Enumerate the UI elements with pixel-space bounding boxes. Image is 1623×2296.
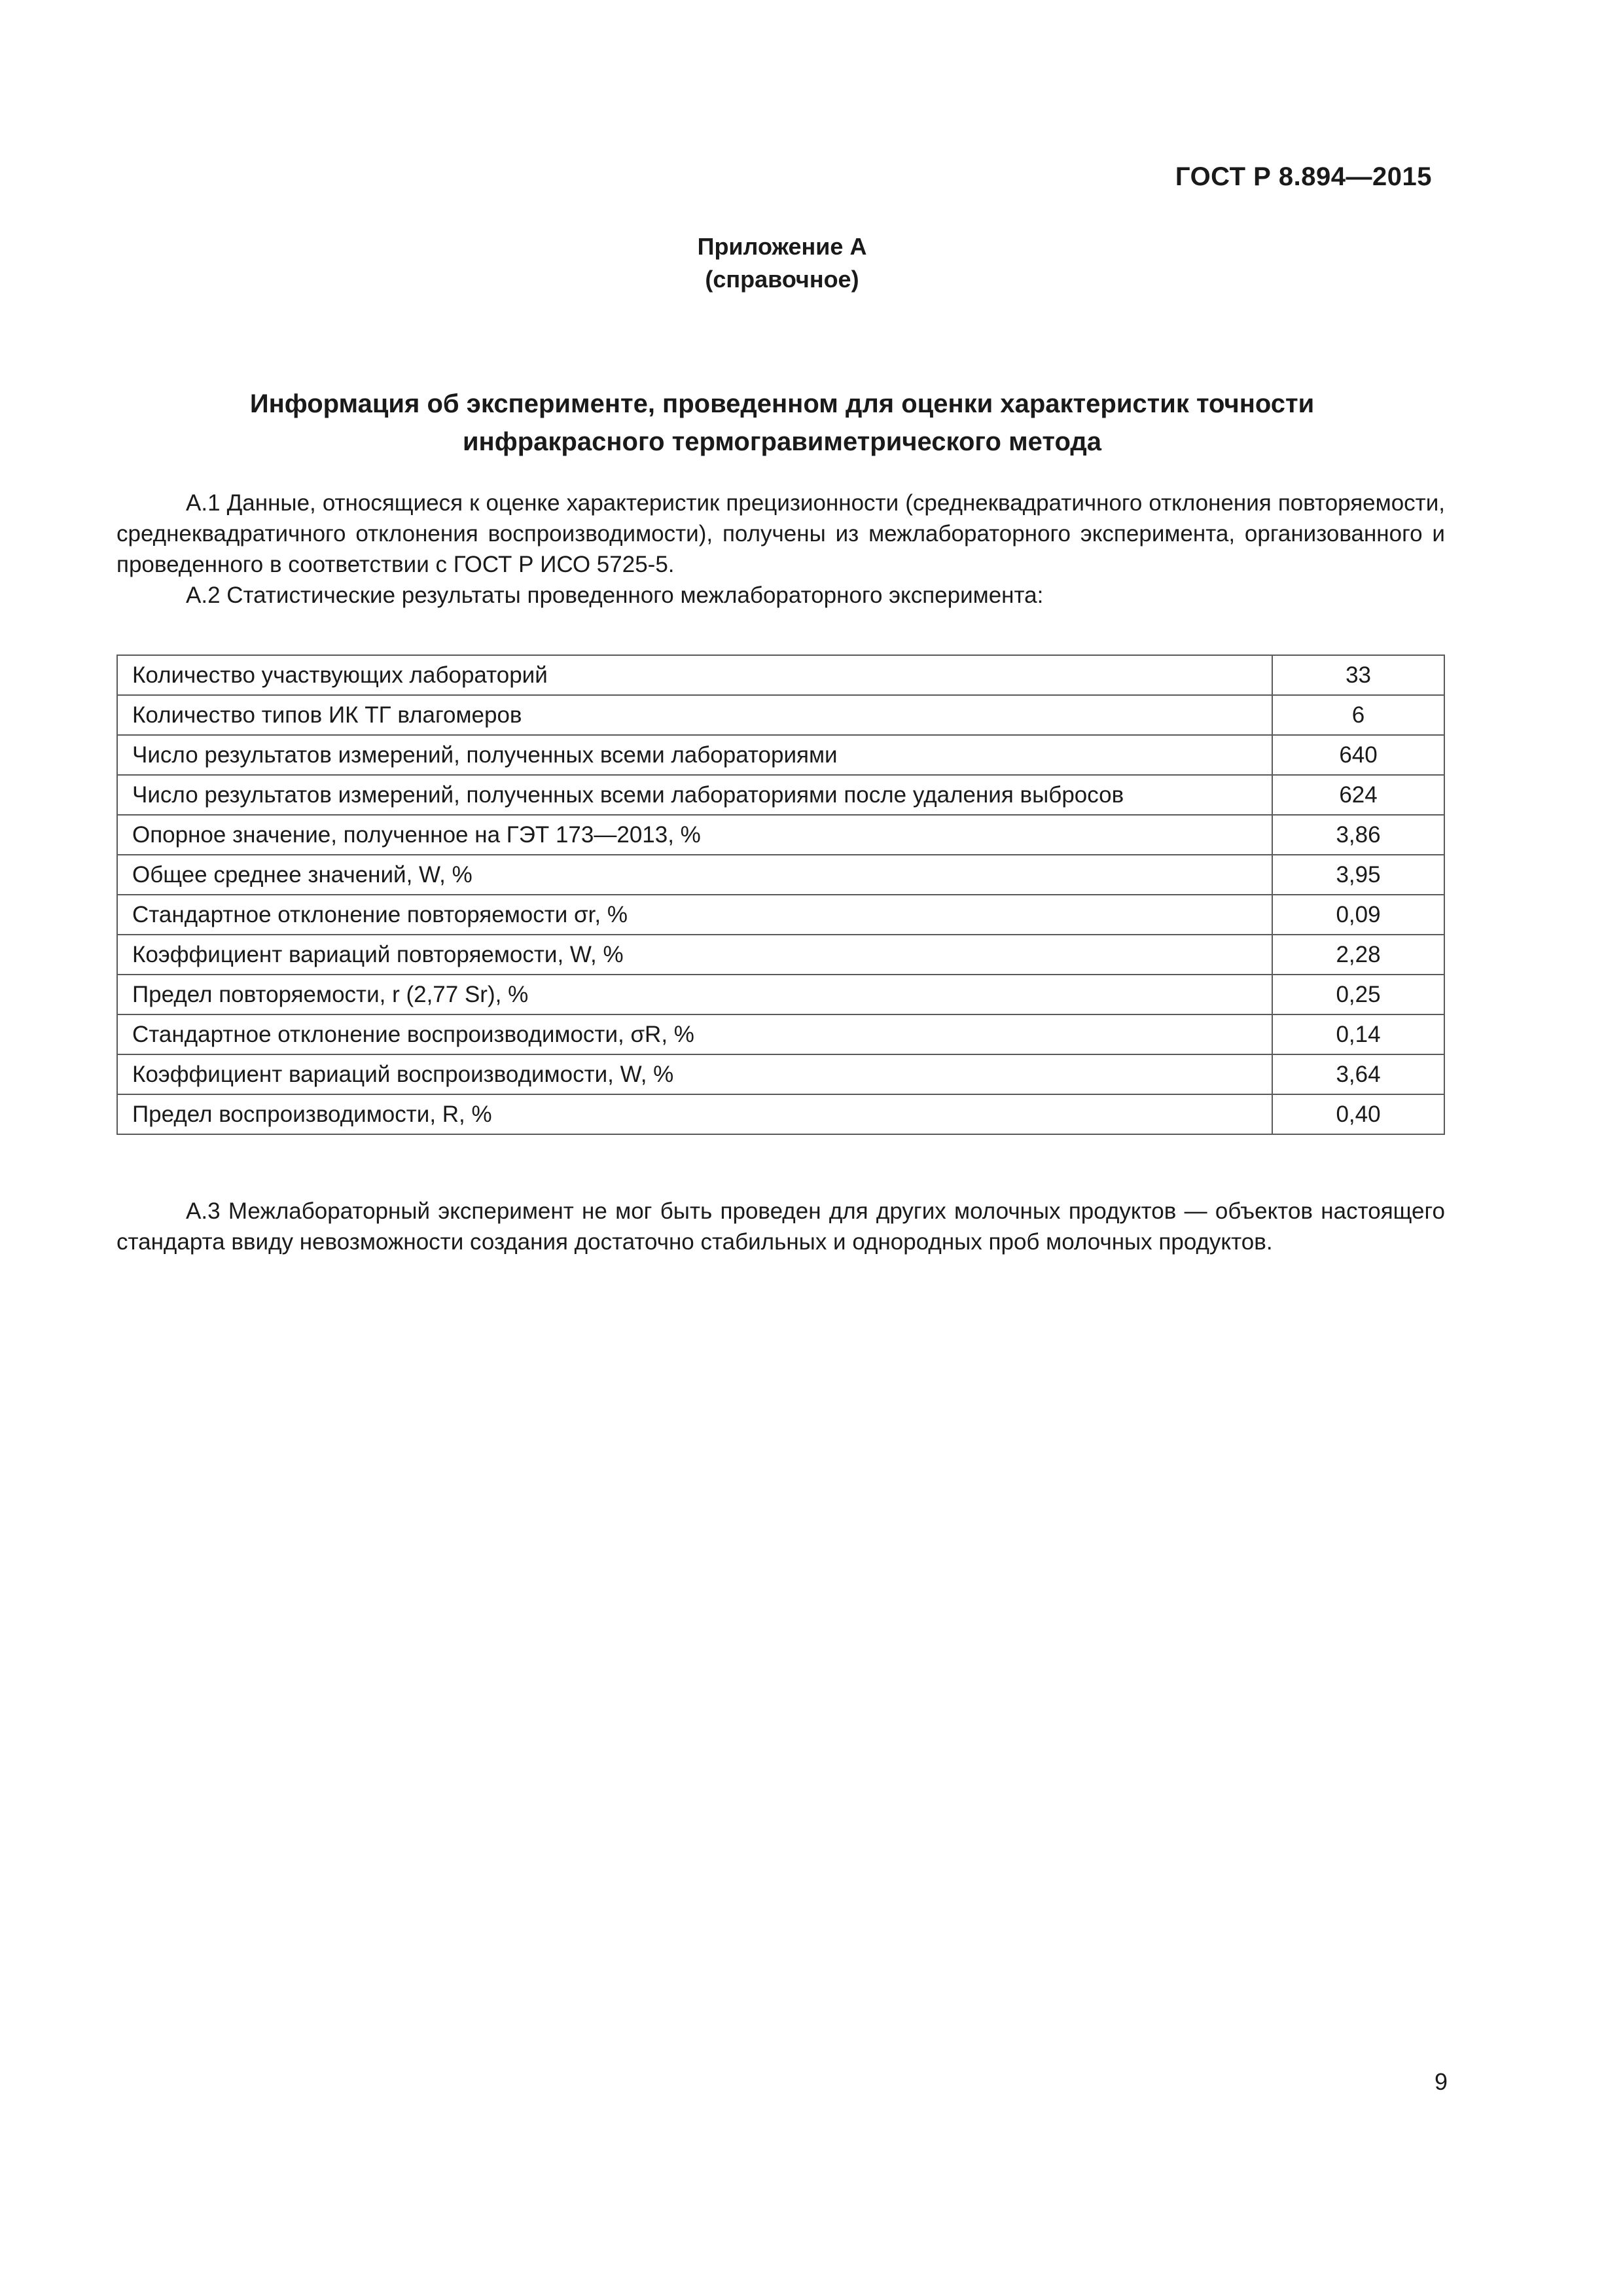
- row-label: Коэффициент вариаций повторяемости, W, %: [117, 935, 1272, 975]
- annex-status: (справочное): [705, 266, 859, 293]
- paragraph-a3: А.3 Межлабораторный эксперимент не мог быть проведен для других молочных продуктов — объектов настоящего стандарта ввиду невозможности создания достаточно стабильных и однородных проб молочных продуктов.: [116, 1198, 1445, 1255]
- row-value: 0,14: [1272, 1014, 1444, 1054]
- row-value: 6: [1272, 695, 1444, 735]
- row-value: 3,64: [1272, 1054, 1444, 1094]
- table-row: [117, 1014, 1444, 1054]
- table-row: [117, 655, 1444, 695]
- row-label: Количество участвующих лабораторий: [117, 655, 1272, 695]
- row-value: 3,86: [1272, 815, 1444, 855]
- page-title-line-1: Информация об эксперименте, проведенном для оценки характеристик точности: [249, 389, 1315, 418]
- row-value: 624: [1272, 775, 1444, 815]
- page-title: [0, 385, 1564, 461]
- table-row: [117, 975, 1444, 1014]
- row-value: 33: [1272, 655, 1444, 695]
- annex-label: Приложение А: [697, 233, 867, 260]
- row-label: Коэффициент вариаций воспроизводимости, W, %: [117, 1054, 1272, 1094]
- row-label: Число результатов измерений, полученных всеми лабораториями: [117, 735, 1272, 775]
- row-value: 3,95: [1272, 855, 1444, 895]
- table-row: [117, 1054, 1444, 1094]
- table-row: [117, 695, 1444, 735]
- row-value: 0,09: [1272, 895, 1444, 935]
- table-row: [117, 815, 1444, 855]
- row-label: Стандартное отклонение воспроизводимости, σR, %: [117, 1014, 1272, 1054]
- table-row: [117, 1094, 1444, 1134]
- row-label: Предел воспроизводимости, R, %: [117, 1094, 1272, 1134]
- row-value: 2,28: [1272, 935, 1444, 975]
- row-value: 640: [1272, 735, 1444, 775]
- paragraph-a2: А.2 Статистические результаты проведенного межлабораторного эксперимента:: [186, 583, 1044, 608]
- row-value: 0,40: [1272, 1094, 1444, 1134]
- table-row: [117, 735, 1444, 775]
- statistics-table: [116, 655, 1445, 1135]
- row-label: Стандартное отклонение повторяемости σr, %: [117, 895, 1272, 935]
- row-label: Опорное значение, полученное на ГЭТ 173—2013, %: [117, 815, 1272, 855]
- table-row: [117, 775, 1444, 815]
- row-value: 0,25: [1272, 975, 1444, 1014]
- paragraph-a1: А.1 Данные, относящиеся к оценке характеристик прецизионности (среднеквадратичного отклонения повторяемости, среднеквадратичного отклонения воспроизводимости), получены из межлабораторного эксперимента, организованного и проведенного в соответствии с ГОСТ Р ИСО 5725-5.: [116, 490, 1445, 577]
- document-code: ГОСТ Р 8.894—2015: [1175, 162, 1432, 191]
- page-number: 9: [1434, 2068, 1448, 2095]
- table-row: [117, 855, 1444, 895]
- row-label: Общее среднее значений, W, %: [117, 855, 1272, 895]
- page-title-line-2: инфракрасного термогравиметрического метода: [462, 427, 1102, 456]
- row-label: Число результатов измерений, полученных всеми лабораториями после удаления выбросов: [117, 775, 1272, 815]
- annex-heading: [0, 230, 1564, 296]
- table-row: [117, 895, 1444, 935]
- row-label: Предел повторяемости, r (2,77 Sr), %: [117, 975, 1272, 1014]
- table-row: [117, 935, 1444, 975]
- row-label: Количество типов ИК ТГ влагомеров: [117, 695, 1272, 735]
